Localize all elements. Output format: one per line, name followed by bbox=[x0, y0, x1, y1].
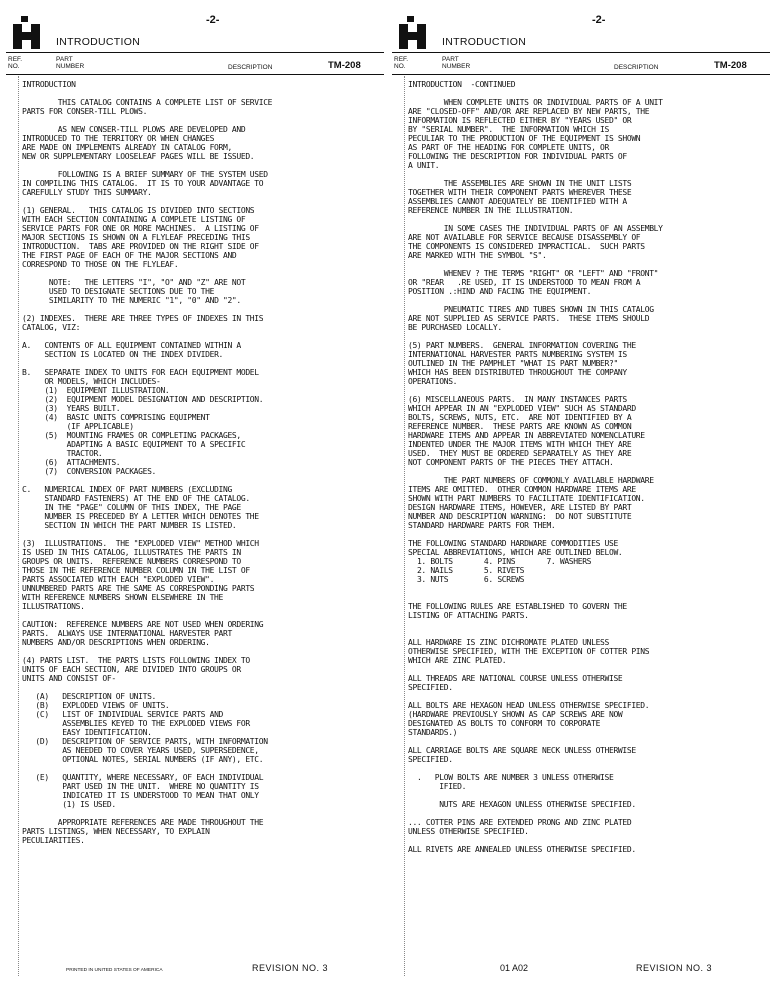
paragraph: (6) MISCELLANEOUS PARTS. IN MANY INSTANCES PARTS WHICH APPEAR IN AN "EXPLODED VIEW" SUCH AS STANDARD BOLTS, SCREWS, NUTS, ETC. ARE NOT IDENTIFIED BY A REFERENCE NUMBER. THESE PARTS ARE KNOWN AS COMMON HARDWARE ITEMS AND APPEAR IN ABBREVIATED NOMENCLATURE INDENTED UNDER THE MAJOR ITEMS WITH WHICH THEY ARE USED. THEY MUST BE ORDERED SEPARATELY AS THEY ARE NOT COMPONENT PARTS OF THE PIECES THEY ATTACH. bbox=[408, 395, 645, 467]
rule-paragraph: NUTS ARE HEXAGON UNLESS OTHERWISE SPECIFIED. bbox=[408, 800, 636, 809]
col-part-header: PART NUMBER bbox=[56, 56, 85, 70]
list-item: A. CONTENTS OF ALL EQUIPMENT CONTAINED WITHIN A SECTION IS LOCATED ON THE INDEX DIVIDER. bbox=[22, 341, 241, 359]
margin-rule bbox=[18, 76, 19, 976]
page-number: -2- bbox=[592, 14, 606, 26]
rule-paragraph: ALL CARRIAGE BOLTS ARE SQUARE NECK UNLESS OTHERWISE SPECIFIED. bbox=[408, 746, 636, 764]
list-item: B. SEPARATE INDEX TO UNITS FOR EACH EQUIPMENT MODEL OR MODELS, WHICH INCLUDES- (1) EQUIPMENT ILLUSTRATION. (2) EQUIPMENT MODEL DESIGNATION AND DESCRIPTION. (3) YEARS BUILT. (4) BASIC UNITS COMPRISING EQUIPMENT (IF APPLICABLE) (5) MOUNTING FRAMES OR COMPLETING PACKAGES, ADAPTING A BASIC EQUIPMENT TO A SPECIFIC TRACTOR. (6) ATTACHMENTS. (7) CONVERSION PACKAGES. bbox=[22, 368, 264, 476]
caution-paragraph: CAUTION: REFERENCE NUMBERS ARE NOT USED WHEN ORDERING PARTS. ALWAYS USE INTERNATIONAL HARVESTER PART NUMBERS AND/OR DESCRIPTIONS WHEN ORDERING. bbox=[22, 620, 264, 647]
paragraph: (3) ILLUSTRATIONS. THE "EXPLODED VIEW" METHOD WHICH IS USED IN THIS CATALOG, ILLUSTRATES THE PARTS IN GROUPS OR UNITS. REFERENCE NUMBERS CORRESPOND TO THOSE IN THE REFERENCE NUMBER COLUMN IN THE LIST OF PARTS ASSOCIATED WITH EACH "EXPLODED VIEW". UNNUMBERED PARTS ARE THE SAME AS CORRESPONDING PARTS WITH REFERENCE NUMBERS SHOWN ELSEWHERE IN THE ILLUSTRATIONS. bbox=[22, 539, 259, 611]
document-code: 01 A02 bbox=[500, 963, 529, 973]
paragraph: INTRODUCTION -CONTINUED bbox=[408, 80, 516, 89]
paragraph: THE FOLLOWING RULES ARE ESTABLISHED TO GOVERN THE LISTING OF ATTACHING PARTS. bbox=[408, 602, 627, 620]
list-item: C. NUMERICAL INDEX OF PART NUMBERS (EXCLUDING STANDARD FASTENERS) AT THE END OF THE CATALOG. IN THE "PAGE" COLUMN OF THIS INDEX, THE PAGE NUMBER IS PRECEDED BY A LETTER WHICH DENOTES THE SECTION IN WHICH THE PART NUMBER IS LISTED. bbox=[22, 485, 259, 530]
rule-paragraph: . PLOW BOLTS ARE NUMBER 3 UNLESS OTHERWISE IFIED. bbox=[416, 773, 614, 791]
rule-paragraph: ... COTTER PINS ARE EXTENDED PRONG AND ZINC PLATED UNLESS OTHERWISE SPECIFIED. bbox=[408, 818, 632, 836]
header-rule bbox=[392, 52, 770, 53]
revision-number: REVISION NO. 3 bbox=[252, 963, 329, 973]
abbreviation-list: THE FOLLOWING STANDARD HARDWARE COMMODITIES USE SPECIAL ABBREVIATIONS, WHICH ARE OUTLINED BELOW. 1. BOLTS 4. PINS 7. WASHERS 2. NAILS 5. RIVETS 3. NUTS 6. SCREWS bbox=[408, 539, 623, 584]
left-page bbox=[6, 0, 386, 1000]
revision-number: REVISION NO. 3 bbox=[636, 963, 713, 973]
paragraph: (5) PART NUMBERS. GENERAL INFORMATION COVERING THE INTERNATIONAL HARVESTER PARTS NUMBERING SYSTEM IS OUTLINED IN THE PAMPHLET "WHAT IS PART NUMBER?" WHICH HAS BEEN DISTRIBUTED THROUGHOUT THE COMPANY OPERATIONS. bbox=[408, 341, 636, 386]
column-header-rule bbox=[392, 74, 770, 75]
ih-logo-icon bbox=[398, 16, 428, 50]
paragraph: FOLLOWING IS A BRIEF SUMMARY OF THE SYSTEM USED IN COMPILING THIS CATALOG. IT IS TO YOUR ADVANTAGE TO CAREFULLY STUDY THIS SUMMARY. bbox=[22, 170, 268, 197]
col-description-header: DESCRIPTION bbox=[614, 64, 659, 71]
paragraph: PNEUMATIC TIRES AND TUBES SHOWN IN THIS CATALOG ARE NOT SUPPLIED AS SERVICE PARTS. THESE ITEMS SHOULD BE PURCHASED LOCALLY. bbox=[408, 305, 654, 332]
header-rule bbox=[6, 52, 384, 53]
rule-paragraph: ALL HARDWARE IS ZINC DICHROMATE PLATED UNLESS OTHERWISE SPECIFIED, WITH THE EXCEPTION OF COTTER PINS WHICH ARE ZINC PLATED. bbox=[408, 638, 650, 665]
page-title: INTRODUCTION bbox=[56, 36, 141, 48]
paragraph: (2) INDEXES. THERE ARE THREE TYPES OF INDEXES IN THIS CATALOG, VIZ: bbox=[22, 314, 264, 332]
col-ref-header: REF. NO. bbox=[8, 56, 23, 70]
paragraph: INTRODUCTION bbox=[22, 80, 76, 89]
left-body-text bbox=[22, 80, 384, 854]
col-part-header: PART NUMBER bbox=[442, 56, 471, 70]
paragraph: (1) GENERAL. THIS CATALOG IS DIVIDED INTO SECTIONS WITH EACH SECTION CONTAINING A COMPLETE LISTING OF SERVICE PARTS FOR ONE OR MORE MACHINES. A LISTING OF MAJOR SECTIONS IS SHOWN ON A FLYLEAF PRECEDING THIS INTRODUCTION. TABS ARE PROVIDED ON THE RIGHT SIDE OF THE FIRST PAGE OF EACH OF THE MAJOR SECTIONS AND CORRESPOND TO THOSE ON THE FLYLEAF. bbox=[22, 206, 259, 269]
page-title: INTRODUCTION bbox=[442, 36, 527, 48]
paragraph: THE ASSEMBLIES ARE SHOWN IN THE UNIT LISTS TOGETHER WITH THEIR COMPONENT PARTS WHEREVER THESE ASSEMBLIES CANNOT ADEQUATELY BE IDENTIFIED WITH A REFERENCE NUMBER IN THE ILLUSTRATION. bbox=[408, 179, 632, 215]
printed-note: PRINTED IN UNITED STATES OF AMERICA bbox=[66, 968, 163, 973]
ih-logo-icon bbox=[12, 16, 42, 50]
paragraph: THE PART NUMBERS OF COMMONLY AVAILABLE HARDWARE ITEMS ARE OMITTED. OTHER COMMON HARDWARE ITEMS ARE SHOWN WITH PART NUMBERS TO FACILITATE IDENTIFICATION. DESIGN HARDWARE ITEMS, HOWEVER, ARE LISTED BY PART NUMBER AND DESCRIPTION WARNING: DO NOT SUBSTITUTE STANDARD HARDWARE PARTS FOR THEM. bbox=[408, 476, 654, 530]
rule-paragraph: ALL THREADS ARE NATIONAL COURSE UNLESS OTHERWISE SPECIFIED. bbox=[408, 674, 623, 692]
col-ref-header: REF. NO. bbox=[394, 56, 409, 70]
margin-rule bbox=[404, 76, 405, 976]
col-description-header: DESCRIPTION bbox=[228, 64, 273, 71]
manual-code: TM-208 bbox=[714, 60, 747, 71]
list-item: (E) QUANTITY, WHERE NECESSARY, OF EACH INDIVIDUAL PART USED IN THE UNIT. WHERE NO QUANTITY IS INDICATED IT IS UNDERSTOOD TO MEAN THAT ONLY (1) IS USED. bbox=[35, 773, 264, 809]
manual-code: TM-208 bbox=[328, 60, 361, 71]
column-header-rule bbox=[6, 74, 384, 75]
paragraph: AS NEW CONSER-TILL PLOWS ARE DEVELOPED AND INTRODUCED TO THE TERRITORY OR WHEN CHANGES ARE MADE ON IMPLEMENTS ALREADY IN CATALOG FORM, NEW OR SUPPLEMENTARY LOOSELEAF PAGES WILL BE ISSUED. bbox=[22, 125, 255, 161]
paragraph: WHEN COMPLETE UNITS OR INDIVIDUAL PARTS OF A UNIT ARE "CLOSED-OFF" AND/OR ARE REPLACED BY NEW PARTS, THE INFORMATION IS REFLECTED EITHER BY "YEARS USED" OR BY "SERIAL NUMBER". THE INFORMATION WHICH IS PECULIAR TO THE PRODUCTION OF THE EQUIPMENT IS SHOWN AS PART OF THE HEADING FOR COMPLETE UNITS, OR FOLLOWING THE DESCRIPTION FOR INDIVIDUAL PARTS OF A UNIT. bbox=[408, 98, 663, 170]
paragraph: (4) PARTS LIST. THE PARTS LISTS FOLLOWING INDEX TO UNITS OF EACH SECTION, ARE DIVIDED INTO GROUPS OR UNITS AND CONSIST OF- bbox=[22, 656, 250, 683]
paragraph: IN SOME CASES THE INDIVIDUAL PARTS OF AN ASSEMBLY ARE NOT AVAILABLE FOR SERVICE BECAUSE DISASSEMBLY OF THE COMPONENTS IS CONSIDERED IMPRACTICAL. SUCH PARTS ARE MARKED WITH THE SYMBOL "S". bbox=[408, 224, 663, 260]
note-paragraph: NOTE: THE LETTERS "I", "O" AND "Z" ARE NOT USED TO DESIGNATE SECTIONS DUE TO THE SIMILARITY TO THE NUMERIC "1", "0" AND "2". bbox=[48, 278, 246, 305]
right-page bbox=[392, 0, 772, 1000]
page-number: -2- bbox=[206, 14, 220, 26]
paragraph: WHENEV ? THE TERMS "RIGHT" OR "LEFT" AND "FRONT" OR "REAR .RE USED, IT IS UNDERSTOOD TO MEAN FROM A POSITION .:HIND AND FACING THE EQUIPMENT. bbox=[408, 269, 659, 296]
right-body-text bbox=[408, 80, 770, 863]
rule-paragraph: ALL RIVETS ARE ANNEALED UNLESS OTHERWISE SPECIFIED. bbox=[408, 845, 636, 854]
paragraph: THIS CATALOG CONTAINS A COMPLETE LIST OF SERVICE PARTS FOR CONSER-TILL PLOWS. bbox=[22, 98, 273, 116]
rule-paragraph: ALL BOLTS ARE HEXAGON HEAD UNLESS OTHERWISE SPECIFIED. (HARDWARE PREVIOUSLY SHOWN AS CAP SCREWS ARE NOW DESIGNATED AS BOLTS TO CONFORM TO CORPORATE STANDARDS.) bbox=[408, 701, 650, 737]
paragraph: APPROPRIATE REFERENCES ARE MADE THROUGHOUT THE PARTS LISTINGS, WHEN NECESSARY, TO EXPLAIN PECULIARITIES. bbox=[22, 818, 264, 845]
list-item: (A) DESCRIPTION OF UNITS. (B) EXPLODED VIEWS OF UNITS. (C) LIST OF INDIVIDUAL SERVICE PARTS AND ASSEMBLIES KEYED TO THE EXPLODED VIEWS FOR EASY IDENTIFICATION. (D) DESCRIPTION OF SERVICE PARTS, WITH INFORMATION AS NEEDED TO COVER YEARS USED, SUPERSEDENCE, OPTIONAL NOTES, SERIAL NUMBERS (IF ANY), ETC. bbox=[35, 692, 268, 764]
